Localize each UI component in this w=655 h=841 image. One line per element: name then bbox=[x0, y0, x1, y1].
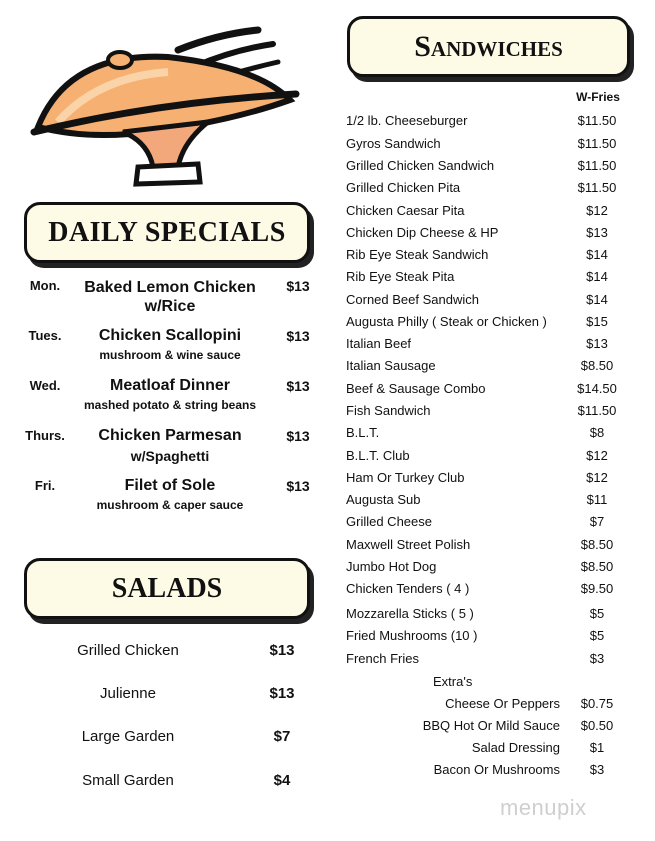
special-price: $13 bbox=[286, 478, 310, 494]
daily-specials-heading: DAILY SPECIALS bbox=[24, 202, 310, 263]
sandwich-price: $14 bbox=[586, 269, 608, 284]
sandwich-row bbox=[346, 269, 626, 287]
sandwich-name: Grilled Cheese bbox=[346, 514, 432, 529]
sandwich-name: B.L.T. Club bbox=[346, 448, 410, 463]
sandwich-name: Augusta Sub bbox=[346, 492, 421, 507]
sandwich-price: $3 bbox=[589, 651, 605, 666]
salad-price: $7 bbox=[273, 728, 291, 745]
sandwich-name: Grilled Chicken Pita bbox=[346, 180, 461, 195]
sandwich-row bbox=[346, 514, 626, 532]
sandwich-row bbox=[346, 492, 626, 510]
special-name: Baked Lemon Chicken bbox=[84, 279, 256, 296]
sandwich-price: $11.50 bbox=[577, 113, 617, 128]
special-row-tuesday bbox=[0, 328, 320, 368]
special-day: Wed. bbox=[29, 378, 61, 393]
special-day: Thurs. bbox=[25, 428, 65, 443]
special-sub: mushroom & caper sauce bbox=[96, 498, 244, 512]
special-day: Fri. bbox=[34, 478, 56, 493]
sandwich-row bbox=[346, 292, 626, 310]
sandwich-row bbox=[346, 651, 626, 669]
sandwich-price: $14 bbox=[586, 247, 608, 262]
sandwich-price: $11.50 bbox=[577, 403, 617, 418]
extra-name: Bacon Or Mushrooms bbox=[433, 762, 560, 777]
sandwich-name: Chicken Caesar Pita bbox=[346, 203, 465, 218]
special-sub: mushroom & wine sauce bbox=[99, 348, 241, 362]
sandwich-price: $12 bbox=[586, 448, 608, 463]
extra-name: Cheese Or Peppers bbox=[445, 696, 560, 711]
sandwich-price: $11.50 bbox=[577, 180, 617, 195]
sandwich-row bbox=[346, 358, 626, 376]
sandwich-name: Chicken Dip Cheese & HP bbox=[346, 225, 499, 240]
extra-row bbox=[400, 740, 626, 758]
sandwich-price: $12 bbox=[586, 203, 608, 218]
sandwich-row bbox=[346, 403, 626, 421]
sandwich-name: Chicken Tenders ( 4 ) bbox=[346, 581, 470, 596]
extra-price: $0.50 bbox=[580, 718, 614, 733]
sandwich-name: Beef & Sausage Combo bbox=[346, 381, 486, 396]
sandwich-name: Rib Eye Steak Pita bbox=[346, 269, 455, 284]
sandwich-price: $11.50 bbox=[577, 158, 617, 173]
special-row-thursday bbox=[0, 428, 320, 468]
sandwich-price: $13 bbox=[586, 336, 608, 351]
special-sub: w/Rice bbox=[144, 298, 196, 315]
sandwich-name: 1/2 lb. Cheeseburger bbox=[346, 113, 468, 128]
sandwich-row bbox=[346, 425, 626, 443]
sandwich-price: $8.50 bbox=[580, 537, 614, 552]
sandwich-price: $5 bbox=[589, 628, 605, 643]
special-price: $13 bbox=[286, 328, 310, 344]
sandwich-name: Fried Mushrooms (10 ) bbox=[346, 628, 478, 643]
sandwich-name: Gyros Sandwich bbox=[346, 136, 441, 151]
menupix-watermark: menupix bbox=[500, 795, 587, 820]
special-day: Mon. bbox=[29, 278, 61, 293]
sandwich-price: $14.50 bbox=[577, 381, 617, 396]
extra-price: $0.75 bbox=[580, 696, 614, 711]
special-name: Meatloaf Dinner bbox=[109, 377, 230, 394]
sandwich-row bbox=[346, 381, 626, 399]
sandwich-price: $8.50 bbox=[580, 358, 614, 373]
sandwich-price: $9.50 bbox=[580, 581, 614, 596]
w-fries-column-header: W-Fries bbox=[576, 90, 620, 104]
sandwich-row bbox=[346, 336, 626, 354]
sandwich-row bbox=[346, 581, 626, 599]
special-name: Chicken Scallopini bbox=[98, 327, 242, 344]
extra-name: BBQ Hot Or Mild Sauce bbox=[422, 718, 560, 733]
sandwich-name: B.L.T. bbox=[346, 425, 380, 440]
sandwich-row bbox=[346, 606, 626, 624]
sandwich-name: French Fries bbox=[346, 651, 419, 666]
special-day: Tues. bbox=[28, 328, 62, 343]
extras-label: Extra's bbox=[433, 674, 473, 689]
sandwich-row bbox=[346, 537, 626, 555]
extra-row bbox=[400, 696, 626, 714]
salad-name: Julienne bbox=[100, 685, 156, 702]
salad-row bbox=[0, 642, 320, 662]
salad-name: Large Garden bbox=[81, 728, 175, 745]
sandwich-name: Italian Sausage bbox=[346, 358, 436, 373]
sandwich-name: Italian Beef bbox=[346, 336, 412, 351]
extra-name: Salad Dressing bbox=[471, 740, 560, 755]
sandwich-price: $14 bbox=[586, 292, 608, 307]
sandwich-row bbox=[346, 113, 626, 131]
special-name: Filet of Sole bbox=[124, 477, 216, 494]
extra-row bbox=[400, 718, 626, 736]
sandwich-name: Mozzarella Sticks ( 5 ) bbox=[346, 606, 474, 621]
sandwich-price: $7 bbox=[589, 514, 605, 529]
sandwich-row bbox=[346, 180, 626, 198]
sandwich-row bbox=[346, 203, 626, 221]
special-sub: w/Spaghetti bbox=[130, 448, 210, 464]
sandwich-row bbox=[346, 628, 626, 646]
sandwich-price: $8.50 bbox=[580, 559, 614, 574]
sandwich-name: Corned Beef Sandwich bbox=[346, 292, 479, 307]
sandwich-row bbox=[346, 470, 626, 488]
sandwiches-heading: Sandwiches bbox=[347, 16, 630, 77]
extra-price: $3 bbox=[589, 762, 605, 777]
salad-row bbox=[0, 685, 320, 705]
special-row-wednesday bbox=[0, 378, 320, 418]
sandwich-price: $13 bbox=[586, 225, 608, 240]
special-name: Chicken Parmesan bbox=[98, 427, 242, 444]
extra-price: $1 bbox=[589, 740, 605, 755]
sandwich-row bbox=[346, 158, 626, 176]
sandwich-price: $12 bbox=[586, 470, 608, 485]
sandwich-price: $8 bbox=[589, 425, 605, 440]
sandwich-price: $5 bbox=[589, 606, 605, 621]
salad-price: $13 bbox=[269, 642, 295, 659]
salad-price: $13 bbox=[269, 685, 295, 702]
sandwich-row bbox=[346, 247, 626, 265]
sandwich-name: Maxwell Street Polish bbox=[346, 537, 471, 552]
sandwich-name: Ham Or Turkey Club bbox=[346, 470, 465, 485]
special-row-monday bbox=[0, 278, 320, 318]
salads-heading: SALADS bbox=[24, 558, 310, 619]
sandwich-row bbox=[346, 136, 626, 154]
sandwich-name: Rib Eye Steak Sandwich bbox=[346, 247, 489, 262]
sandwich-name: Augusta Philly ( Steak or Chicken ) bbox=[346, 314, 547, 329]
sandwich-row bbox=[346, 448, 626, 466]
extra-row bbox=[400, 762, 626, 780]
sandwich-price: $11.50 bbox=[577, 136, 617, 151]
sandwich-name: Grilled Chicken Sandwich bbox=[346, 158, 495, 173]
sandwich-price: $15 bbox=[586, 314, 608, 329]
special-price: $13 bbox=[286, 378, 310, 394]
salad-name: Small Garden bbox=[82, 772, 174, 789]
sandwich-name: Jumbo Hot Dog bbox=[346, 559, 437, 574]
salad-row bbox=[0, 772, 320, 792]
sandwich-row bbox=[346, 225, 626, 243]
special-sub: mashed potato & string beans bbox=[83, 398, 257, 412]
special-price: $13 bbox=[286, 278, 310, 294]
special-row-friday bbox=[0, 478, 320, 518]
sandwich-price: $11 bbox=[586, 492, 608, 507]
salad-name: Grilled Chicken bbox=[77, 642, 179, 659]
serving-cloche-illustration bbox=[28, 22, 300, 187]
salad-row bbox=[0, 728, 320, 748]
sandwich-row bbox=[346, 559, 626, 577]
special-price: $13 bbox=[286, 428, 310, 444]
sandwich-name: Fish Sandwich bbox=[346, 403, 431, 418]
sandwich-row bbox=[346, 314, 626, 332]
salad-price: $4 bbox=[273, 772, 291, 789]
